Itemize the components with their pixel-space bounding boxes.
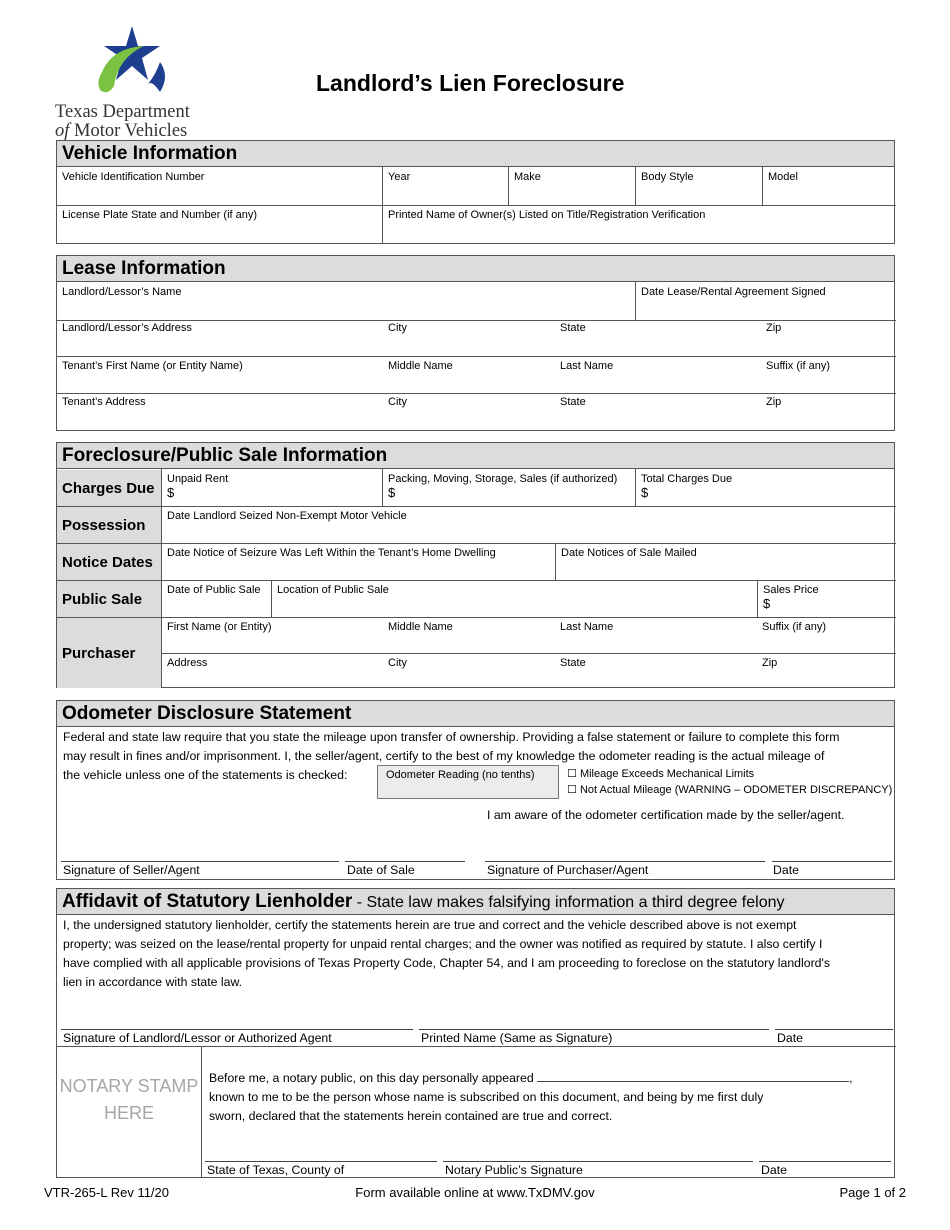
purchaser-middle-name-field[interactable]: Middle Name bbox=[388, 621, 453, 633]
date-mailed-field[interactable]: Date Notices of Sale Mailed bbox=[561, 547, 697, 559]
not-actual-mileage-checkbox[interactable] bbox=[567, 783, 892, 796]
logo-text-of: of bbox=[55, 121, 70, 141]
purchaser-city-field[interactable]: City bbox=[388, 657, 407, 669]
affidavit-statement-line3: have complied with all applicable provisions of Texas Property Code, Chapter 54, and I am proceeding to foreclose on the statutory landlord's bbox=[63, 956, 831, 970]
owner-name-field[interactable]: Printed Name of Owner(s) Listed on Title/Registration Verification bbox=[388, 209, 706, 221]
notary-statement-line1: Before me, a notary public, on this day personally appeared , bbox=[209, 1071, 853, 1085]
possession-label: Possession bbox=[57, 507, 161, 543]
year-field[interactable]: Year bbox=[388, 171, 411, 183]
sales-price-label: Sales Price bbox=[763, 584, 819, 596]
purchaser-state-field[interactable]: State bbox=[560, 657, 586, 669]
landlord-city-field[interactable]: City bbox=[388, 322, 407, 334]
plate-field[interactable]: License Plate State and Number (if any) bbox=[62, 209, 258, 221]
star-logo-icon bbox=[52, 24, 217, 100]
landlord-name-field[interactable]: Landlord/Lessor’s Name bbox=[62, 286, 182, 298]
date-notice-field[interactable]: Date Notice of Seizure Was Left Within the Tenant’s Home Dwelling bbox=[167, 547, 496, 559]
online-notice: Form available online at www.TxDMV.gov bbox=[355, 1185, 595, 1200]
packing-charges-field[interactable] bbox=[383, 470, 622, 502]
tenant-middle-name-field[interactable]: Middle Name bbox=[388, 360, 453, 372]
lease-section bbox=[56, 255, 895, 431]
form-id: VTR-265-L Rev 11/20 bbox=[44, 1185, 170, 1200]
affidavit-section bbox=[56, 888, 895, 1178]
unpaid-rent-field[interactable] bbox=[162, 470, 233, 502]
tenant-city-field[interactable]: City bbox=[388, 396, 407, 408]
public-sale-label: Public Sale bbox=[57, 581, 161, 617]
purchaser-first-name-field[interactable]: First Name (or Entity) bbox=[167, 621, 272, 633]
tenant-suffix-field[interactable]: Suffix (if any) bbox=[766, 360, 830, 372]
odometer-section bbox=[56, 700, 895, 880]
tenant-address-field[interactable]: Tenant’s Address bbox=[62, 396, 146, 408]
notary-statement-line3: sworn, declared that the statements herein contained are true and correct. bbox=[209, 1109, 613, 1123]
landlord-state-field[interactable]: State bbox=[560, 322, 586, 334]
unpaid-rent-label: Unpaid Rent bbox=[167, 473, 229, 485]
seller-signature-field[interactable]: Signature of Seller/Agent bbox=[63, 863, 200, 877]
not-actual-mileage-label: Not Actual Mileage (WARNING – ODOMETER DISCREPANCY) bbox=[579, 784, 893, 796]
odometer-statement-line2: may result in fines and/or imprisonment. I, the seller/agent, certify to the best of my knowledge the odometer reading is the actual mileage of bbox=[63, 749, 825, 763]
txdmv-logo bbox=[52, 24, 217, 141]
odometer-statement-line1: Federal and state law require that you state the mileage upon transfer of ownership. Providing a false statement or failure to complete this form bbox=[63, 730, 840, 744]
tenant-first-name-field[interactable]: Tenant’s First Name (or Entity Name) bbox=[62, 360, 243, 372]
affidavit-statement-line2: property; was seized on the lease/rental property for unpaid rental charges; and the owner was notified as required by statute. I also certify I bbox=[63, 937, 823, 951]
purchaser-label: Purchaser bbox=[57, 618, 161, 688]
total-charges-field[interactable] bbox=[636, 470, 737, 502]
purchaser-signature-field[interactable]: Signature of Purchaser/Agent bbox=[487, 863, 649, 877]
body-style-field[interactable]: Body Style bbox=[641, 171, 694, 183]
page-title: Landlord’s Lien Foreclosure bbox=[316, 70, 625, 96]
notary-date-field[interactable]: Date bbox=[761, 1163, 787, 1177]
purchaser-zip-field[interactable]: Zip bbox=[762, 657, 778, 669]
purchaser-suffix-field[interactable]: Suffix (if any) bbox=[762, 621, 826, 633]
landlord-date-field[interactable]: Date bbox=[777, 1031, 803, 1045]
logo-text-line1: Texas Department bbox=[55, 102, 190, 122]
purchaser-last-name-field[interactable]: Last Name bbox=[560, 621, 614, 633]
odometer-heading: Odometer Disclosure Statement bbox=[57, 701, 894, 727]
landlord-signature-field[interactable]: Signature of Landlord/Lessor or Authorized Agent bbox=[63, 1031, 332, 1045]
foreclosure-section bbox=[56, 442, 895, 688]
logo-text-motor-vehicles: Motor Vehicles bbox=[74, 121, 188, 141]
printed-name-field[interactable]: Printed Name (Same as Signature) bbox=[421, 1031, 613, 1045]
notice-dates-label: Notice Dates bbox=[57, 544, 161, 580]
charges-due-label: Charges Due bbox=[57, 470, 161, 506]
foreclosure-heading: Foreclosure/Public Sale Information bbox=[57, 443, 894, 469]
total-charges-dollar: $ bbox=[641, 485, 649, 500]
sales-price-dollar: $ bbox=[763, 596, 771, 611]
date-public-sale-field[interactable]: Date of Public Sale bbox=[167, 584, 261, 596]
lease-heading: Lease Information bbox=[57, 256, 894, 282]
vehicle-heading: Vehicle Information bbox=[57, 141, 894, 167]
vin-field[interactable]: Vehicle Identification Number bbox=[62, 171, 205, 183]
tenant-last-name-field[interactable]: Last Name bbox=[560, 360, 614, 372]
notary-statement-line2: known to me to be the person whose name is subscribed on this document, and being by me first duly bbox=[209, 1090, 764, 1104]
sales-price-field[interactable] bbox=[758, 581, 824, 613]
purchaser-date-field[interactable]: Date bbox=[773, 863, 799, 877]
county-field[interactable]: State of Texas, County of bbox=[207, 1163, 345, 1177]
odometer-statement-line3: the vehicle unless one of the statements is checked: bbox=[63, 768, 348, 782]
purchaser-address-field[interactable]: Address bbox=[167, 657, 208, 669]
date-signed-field[interactable]: Date Lease/Rental Agreement Signed bbox=[641, 286, 826, 298]
total-charges-label: Total Charges Due bbox=[641, 473, 733, 485]
affidavit-statement bbox=[63, 916, 893, 992]
make-field[interactable]: Make bbox=[514, 171, 541, 183]
affidavit-heading bbox=[57, 889, 894, 915]
mileage-exceeds-label: Mileage Exceeds Mechanical Limits bbox=[579, 768, 755, 780]
odometer-awareness: I am aware of the odometer certification made by the seller/agent. bbox=[487, 808, 845, 822]
page-number: Page 1 of 2 bbox=[839, 1185, 906, 1200]
notary-stamp-area: NOTARY STAMP HERE bbox=[59, 1076, 199, 1123]
affidavit-statement-line1: I, the undersigned statutory lienholder, certify the statements herein are true and correct and the vehicle described above is not exempt bbox=[63, 918, 797, 932]
checkbox-icon: ☐ bbox=[567, 784, 577, 796]
checkbox-icon: ☐ bbox=[567, 768, 577, 780]
tenant-zip-field[interactable]: Zip bbox=[766, 396, 782, 408]
notary-signature-field[interactable]: Notary Public’s Signature bbox=[445, 1163, 583, 1177]
packing-charges-label: Packing, Moving, Storage, Sales (if authorized) bbox=[388, 473, 618, 485]
packing-charges-dollar: $ bbox=[388, 485, 396, 500]
model-field[interactable]: Model bbox=[768, 171, 798, 183]
affidavit-statement-line4: lien in accordance with state law. bbox=[63, 975, 243, 989]
affidavit-subtitle: - State law makes falsifying information a third degree felony bbox=[352, 894, 785, 911]
date-seized-field[interactable]: Date Landlord Seized Non-Exempt Motor Vehicle bbox=[167, 510, 407, 522]
notary-statement bbox=[209, 1069, 889, 1126]
odometer-reading-field[interactable]: Odometer Reading (no tenths) bbox=[377, 765, 559, 799]
date-of-sale-field[interactable]: Date of Sale bbox=[347, 863, 415, 877]
mileage-exceeds-checkbox[interactable] bbox=[567, 767, 754, 780]
landlord-address-field[interactable]: Landlord/Lessor’s Address bbox=[62, 322, 192, 334]
unpaid-rent-dollar: $ bbox=[167, 485, 175, 500]
tenant-state-field[interactable]: State bbox=[560, 396, 586, 408]
landlord-zip-field[interactable]: Zip bbox=[766, 322, 782, 334]
appeared-name-field[interactable] bbox=[537, 1071, 849, 1082]
sale-location-field[interactable]: Location of Public Sale bbox=[277, 584, 389, 596]
affidavit-title: Affidavit of Statutory Lienholder bbox=[62, 891, 353, 912]
notary-statement-line1-text: Before me, a notary public, on this day personally appeared bbox=[209, 1071, 534, 1085]
logo-text-line2 bbox=[52, 122, 217, 141]
vehicle-section bbox=[56, 140, 895, 244]
